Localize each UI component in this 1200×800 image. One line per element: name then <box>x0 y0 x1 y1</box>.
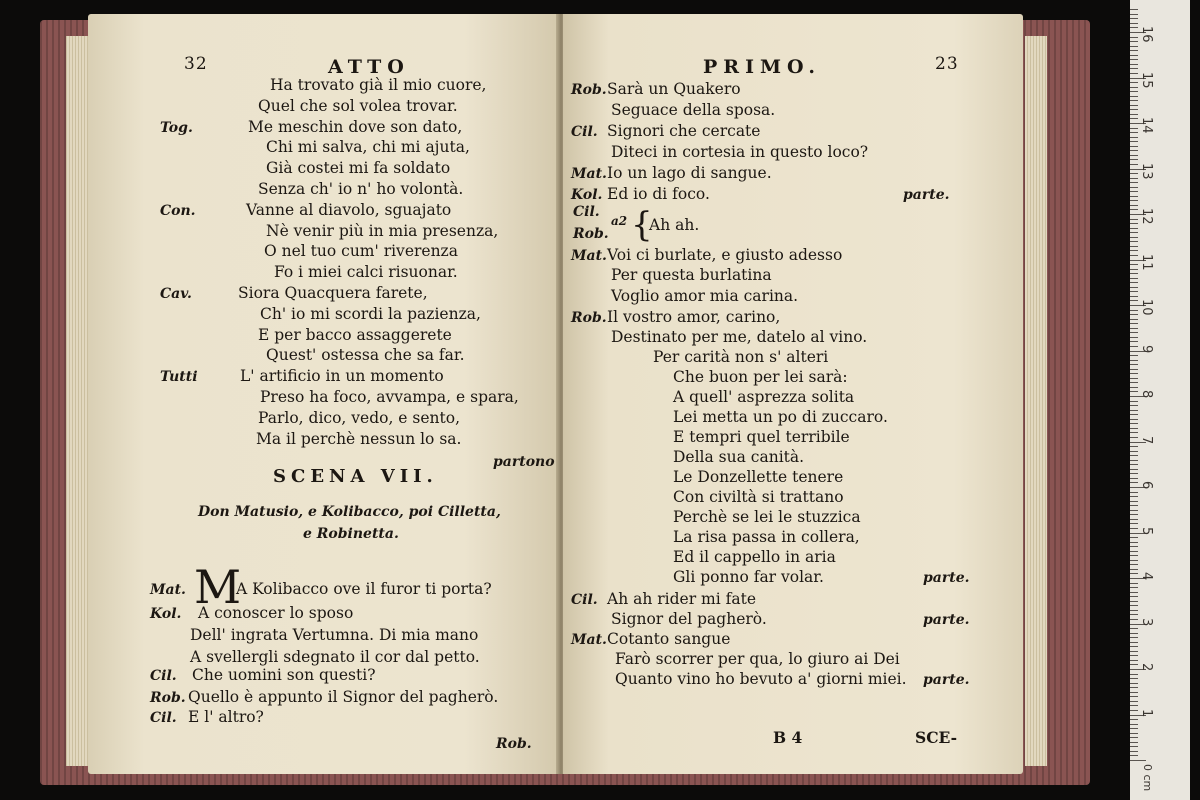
ruler-tick <box>1130 733 1138 734</box>
ruler-tick <box>1130 646 1138 647</box>
ruler-tick <box>1130 109 1138 110</box>
speaker-label: Cil. <box>571 592 598 608</box>
ruler-tick <box>1130 341 1138 342</box>
speaker-label: Mat. <box>571 632 607 648</box>
ruler-tick <box>1130 228 1138 229</box>
ruler-tick <box>1130 592 1138 593</box>
ruler-label: 2 <box>1139 663 1154 672</box>
ruler-tick <box>1130 346 1138 347</box>
ruler-tick <box>1130 73 1138 74</box>
ruler-tick <box>1130 164 1138 165</box>
ruler-tick <box>1130 633 1138 634</box>
ruler-tick <box>1130 601 1138 602</box>
ruler-label: 6 <box>1139 481 1154 490</box>
ruler-tick <box>1130 469 1138 470</box>
ruler-tick <box>1130 664 1138 665</box>
ruler-tick <box>1130 269 1138 270</box>
ruler-tick <box>1130 391 1138 392</box>
right-page-number: 23 <box>935 54 959 74</box>
speaker-label: Cil. <box>573 204 600 220</box>
ruler-label: 1 <box>1139 708 1154 717</box>
text-line: Destinato per me, datelo al vino. <box>611 328 868 346</box>
speaker-label: Mat. <box>571 248 607 264</box>
ruler-tick <box>1130 505 1138 506</box>
ruler-tick <box>1130 273 1138 274</box>
a2-brace-icon: { <box>631 205 653 245</box>
ruler-tick <box>1130 460 1138 461</box>
text-line: Quest' ostessa che sa far. <box>266 346 465 365</box>
text-line: Il vostro amor, carino, <box>607 308 781 326</box>
ruler-tick <box>1130 569 1138 570</box>
ruler-tick <box>1130 118 1138 119</box>
text-line: Perchè se lei le stuzzica <box>673 508 861 526</box>
ruler-tick <box>1130 200 1138 201</box>
ruler-tick <box>1130 387 1138 388</box>
speaker-label: Cil. <box>150 668 177 684</box>
ruler-tick <box>1130 246 1138 247</box>
text-line: Fo i miei calci risuonar. <box>274 263 458 282</box>
ruler-tick <box>1130 473 1138 474</box>
text-line: Preso ha foco, avvampa, e spara, <box>260 388 519 406</box>
text-line: Gli ponno far volar. <box>673 568 824 586</box>
text-line: A svellergli sdegnato il cor dal petto. <box>190 648 480 666</box>
ruler-tick <box>1130 46 1138 47</box>
speaker-label: Tutti <box>160 369 198 386</box>
ruler-tick <box>1130 332 1138 333</box>
speaker-label: Kol. <box>571 187 603 203</box>
ruler-tick <box>1130 755 1138 756</box>
text-line: A quell' asprezza solita <box>673 388 855 406</box>
ruler-tick <box>1130 278 1138 279</box>
ruler-tick <box>1130 564 1138 565</box>
exit-note: partono <box>493 454 555 470</box>
ruler-tick <box>1130 510 1138 511</box>
ruler-tick <box>1130 55 1138 56</box>
ruler-tick <box>1130 100 1138 101</box>
text-line: Quel che sol volea trovar. <box>258 96 458 115</box>
ruler-tick <box>1130 150 1138 151</box>
ruler-tick <box>1130 751 1138 752</box>
text-line: Seguace della sposa. <box>611 101 776 119</box>
scene-title: SCENA VII. <box>273 466 438 487</box>
ruler-tick <box>1130 637 1138 638</box>
ruler-tick <box>1130 728 1138 729</box>
ruler-tick <box>1130 514 1138 515</box>
ruler-label: 5 <box>1139 526 1154 535</box>
ruler-tick <box>1130 542 1138 543</box>
ruler-tick <box>1130 742 1138 743</box>
text-line: Lei metta un po di zuccaro. <box>673 408 888 426</box>
ruler-tick <box>1130 692 1138 693</box>
text-line: Le Donzellette tenere <box>673 468 844 486</box>
ruler-tick <box>1130 287 1138 288</box>
ruler-tick <box>1130 428 1138 429</box>
ruler-tick <box>1130 405 1138 406</box>
ruler-tick <box>1130 478 1138 479</box>
ruler-label: 3 <box>1139 617 1154 626</box>
ruler-tick <box>1130 451 1138 452</box>
left-page-number: 32 <box>184 54 208 74</box>
text-line: E l' altro? <box>188 708 264 726</box>
text-line: Quello è appunto il Signor del pagherò. <box>188 688 499 706</box>
ruler-tick <box>1130 196 1138 197</box>
text-line: E per bacco assaggerete <box>258 325 452 344</box>
ruler-label: 16 <box>1139 26 1154 43</box>
exit-note: parte. <box>923 672 970 688</box>
ruler-tick <box>1130 492 1138 493</box>
ruler-tick <box>1130 250 1138 251</box>
text-line: Nè venir più in mia presenza, <box>266 221 499 240</box>
ruler-tick <box>1130 27 1138 28</box>
right-page-edges <box>1025 36 1047 766</box>
ruler-tick <box>1130 319 1138 320</box>
ruler-tick <box>1130 96 1138 97</box>
ruler-tick <box>1130 41 1138 42</box>
left-catchword: Rob. <box>496 736 532 752</box>
ruler-tick <box>1130 642 1138 643</box>
ruler-tick <box>1130 423 1138 424</box>
a2-marker: a2 <box>611 214 628 228</box>
ruler-label: 7 <box>1139 435 1154 444</box>
ruler-tick <box>1130 683 1138 684</box>
speaker-label: Rob. <box>150 690 186 706</box>
speaker-label: Tog. <box>160 119 193 136</box>
speaker-label: Rob. <box>571 82 607 98</box>
ruler-tick <box>1130 432 1138 433</box>
ruler-label: 9 <box>1139 344 1154 353</box>
ruler-tick <box>1130 628 1138 629</box>
ruler-tick <box>1130 464 1138 465</box>
ruler-tick <box>1130 573 1138 574</box>
exit-note: parte. <box>923 612 970 628</box>
text-line: Che uomini son questi? <box>192 666 376 684</box>
ruler-tick <box>1130 687 1138 688</box>
ruler-tick <box>1130 369 1138 370</box>
text-line: Già costei mi fa soldato <box>266 159 451 178</box>
left-page <box>88 14 558 774</box>
speaker-label: Con. <box>160 202 196 219</box>
text-line: Della sua canità. <box>673 448 805 466</box>
ruler-tick <box>1130 719 1138 720</box>
ruler-tick <box>1130 482 1138 483</box>
text-line: Ah ah rider mi fate <box>607 590 757 608</box>
ruler-tick <box>1130 414 1138 415</box>
ruler-tick <box>1130 523 1138 524</box>
text-line: Ed il cappello in aria <box>673 548 836 566</box>
text-line: Dell' ingrata Vertumna. Di mia mano <box>190 626 479 644</box>
ruler-label: 15 <box>1139 71 1154 89</box>
ruler-tick <box>1130 328 1138 329</box>
ruler-tick <box>1130 364 1138 365</box>
speaker-label: Kol. <box>150 606 182 622</box>
text-line: Siora Quacquera farete, <box>238 284 428 302</box>
ruler-tick <box>1130 610 1138 611</box>
ruler-tick <box>1130 546 1138 547</box>
drop-cap: M <box>194 560 242 614</box>
ruler-tick <box>1130 310 1138 311</box>
ruler-tick <box>1130 760 1146 761</box>
ruler-label: 10 <box>1139 299 1154 316</box>
text-line: Farò scorrer per qua, lo giuro ai Dei <box>615 650 900 668</box>
speaker-label: Rob. <box>571 310 607 326</box>
ruler-tick <box>1130 496 1138 497</box>
ruler-label: 14 <box>1139 117 1154 134</box>
ruler-tick <box>1130 137 1138 138</box>
ruler-tick <box>1130 651 1138 652</box>
ruler-tick <box>1130 378 1138 379</box>
right-page <box>563 14 1023 774</box>
ruler-tick <box>1130 519 1138 520</box>
ruler-label: 12 <box>1139 208 1154 225</box>
ruler-tick <box>1130 724 1138 725</box>
speaker-label: Cav. <box>160 286 192 302</box>
ruler-tick <box>1130 696 1138 697</box>
text-line: A conoscer lo sposo <box>198 604 354 622</box>
text-line: Vanne al diavolo, sguajato <box>246 200 452 219</box>
ruler-tick <box>1130 360 1138 361</box>
scene-persons-line1: Don Matusio, e Kolibacco, poi Cilletta, <box>198 504 501 520</box>
text-line: Con civiltà si trattano <box>673 488 844 506</box>
ruler-tick <box>1130 355 1138 356</box>
text-line: Voglio amor mia carina. <box>611 287 799 305</box>
ruler-tick <box>1130 14 1138 15</box>
text-line: Ha trovato già il mio cuore, <box>270 76 487 94</box>
text-line: Cotanto sangue <box>607 630 731 648</box>
ruler-tick <box>1130 155 1138 156</box>
text-line: Signori che cercate <box>607 122 761 140</box>
ruler-tick <box>1130 705 1138 706</box>
ruler-tick <box>1130 182 1138 183</box>
ruler-tick <box>1130 64 1138 65</box>
ruler-tick <box>1130 605 1138 606</box>
exit-note: parte. <box>903 187 950 203</box>
text-line: Per carità non s' alteri <box>653 348 829 366</box>
ruler-tick <box>1130 241 1138 242</box>
ruler-tick <box>1130 746 1138 747</box>
ruler-label: 13 <box>1139 162 1154 180</box>
ruler-tick <box>1130 373 1138 374</box>
ruler-tick <box>1130 105 1138 106</box>
ruler-label: 4 <box>1139 572 1154 581</box>
exit-note: parte. <box>923 570 970 586</box>
speaker-label: Cil. <box>571 124 598 140</box>
ruler-tick <box>1130 419 1138 420</box>
right-running-header: PRIMO. <box>703 56 822 78</box>
text-line: Me meschin dove son dato, <box>248 117 463 136</box>
ruler-tick <box>1130 660 1138 661</box>
speaker-label: Rob. <box>573 226 609 242</box>
ruler-tick <box>1130 619 1138 620</box>
ruler-tick <box>1130 614 1138 615</box>
text-line: Diteci in cortesia in questo loco? <box>611 143 869 161</box>
ruler-tick <box>1130 82 1138 83</box>
ruler-tick <box>1130 587 1138 588</box>
text-line: O nel tuo cum' riverenza <box>264 242 458 261</box>
ruler-tick <box>1130 114 1138 115</box>
text-line: Per questa burlatina <box>611 266 772 284</box>
speaker-label: Mat. <box>571 166 607 182</box>
text-line: Ed io di foco. <box>607 185 710 203</box>
ruler-tick <box>1130 91 1138 92</box>
text-line: Senza ch' io n' ho volontà. <box>258 180 464 198</box>
ruler-tick <box>1130 87 1138 88</box>
ruler-tick <box>1130 337 1138 338</box>
ruler-tick <box>1130 178 1138 179</box>
ruler-tick <box>1130 18 1138 19</box>
ruler-tick <box>1130 291 1138 292</box>
signature-mark: B 4 <box>773 728 803 747</box>
ruler-tick <box>1130 232 1138 233</box>
text-line: La risa passa in collera, <box>673 528 860 546</box>
ruler-tick <box>1130 655 1138 656</box>
ruler-tick <box>1130 583 1138 584</box>
ruler-tick <box>1130 528 1138 529</box>
ruler-tick <box>1130 187 1138 188</box>
ruler-tick <box>1130 68 1138 69</box>
ruler-tick <box>1130 596 1138 597</box>
ruler-tick <box>1130 501 1138 502</box>
ruler-tick <box>1130 678 1138 679</box>
left-page-edges <box>66 36 88 766</box>
text-line: Parlo, dico, vedo, e sento, <box>258 408 461 427</box>
ruler-tick <box>1130 537 1138 538</box>
ruler-tick <box>1130 37 1138 38</box>
ruler-tick <box>1130 300 1138 301</box>
ruler-tick <box>1130 401 1138 402</box>
scene-persons-line2: e Robinetta. <box>303 526 399 542</box>
text-line: Ah ah. <box>649 216 700 234</box>
ruler-tick <box>1130 209 1138 210</box>
text-line: Quanto vino ho bevuto a' giorni miei. <box>615 670 907 688</box>
ruler-tick <box>1130 710 1138 711</box>
ruler-tick <box>1130 455 1138 456</box>
text-line: L' artificio in un momento <box>240 367 444 386</box>
ruler-tick <box>1130 141 1138 142</box>
right-catchword: SCE- <box>915 728 958 747</box>
measuring-ruler <box>1130 0 1190 800</box>
ruler-tick <box>1130 205 1138 206</box>
ruler-tick <box>1130 382 1138 383</box>
ruler-tick <box>1130 132 1138 133</box>
ruler-tick <box>1130 50 1138 51</box>
text-line: Ma il perchè nessun lo sa. <box>256 429 462 448</box>
text-line: Voi ci burlate, e giusto adesso <box>607 246 843 264</box>
ruler-tick <box>1130 191 1138 192</box>
ruler-tick <box>1130 314 1138 315</box>
ruler-tick <box>1130 59 1138 60</box>
ruler-tick <box>1130 219 1138 220</box>
ruler-tick <box>1130 437 1138 438</box>
ruler-tick <box>1130 446 1138 447</box>
left-running-header: ATTO <box>328 56 410 78</box>
text-line: Io un lago di sangue. <box>607 164 772 182</box>
text-line: A Kolibacco ove il furor ti porta? <box>236 580 492 598</box>
ruler-tick <box>1130 323 1138 324</box>
ruler-label: 11 <box>1139 253 1154 271</box>
ruler-tick <box>1130 223 1138 224</box>
speaker-label: Mat. <box>150 582 186 598</box>
ruler-tick <box>1130 701 1138 702</box>
ruler-tick <box>1130 255 1138 256</box>
ruler-tick <box>1130 551 1138 552</box>
speaker-label: Cil. <box>150 710 177 726</box>
ruler-tick <box>1130 737 1138 738</box>
text-line: Chi mi salva, chi mi ajuta, <box>266 138 470 157</box>
ruler-tick <box>1130 146 1138 147</box>
ruler-tick <box>1130 9 1138 10</box>
text-line: E tempri quel terribile <box>673 428 850 446</box>
text-line: Sarà un Quakero <box>607 80 741 98</box>
ruler-tick <box>1130 128 1138 129</box>
ruler-label: 8 <box>1139 390 1154 399</box>
ruler-tick <box>1130 296 1138 297</box>
text-line: Signor del pagherò. <box>611 610 767 628</box>
ruler-tick <box>1130 282 1138 283</box>
ruler-tick <box>1130 555 1138 556</box>
ruler-tick <box>1130 410 1138 411</box>
ruler-tick <box>1130 264 1138 265</box>
ruler-tick <box>1130 237 1138 238</box>
ruler-tick <box>1130 159 1138 160</box>
text-line: Che buon per lei sarà: <box>673 368 848 386</box>
ruler-tick <box>1130 674 1138 675</box>
ruler-tick <box>1130 23 1138 24</box>
ruler-tick <box>1130 173 1138 174</box>
ruler-tick <box>1130 560 1138 561</box>
ruler-unit: 0 cm <box>1141 764 1154 792</box>
text-line: Ch' io mi scordi la pazienza, <box>260 304 481 323</box>
